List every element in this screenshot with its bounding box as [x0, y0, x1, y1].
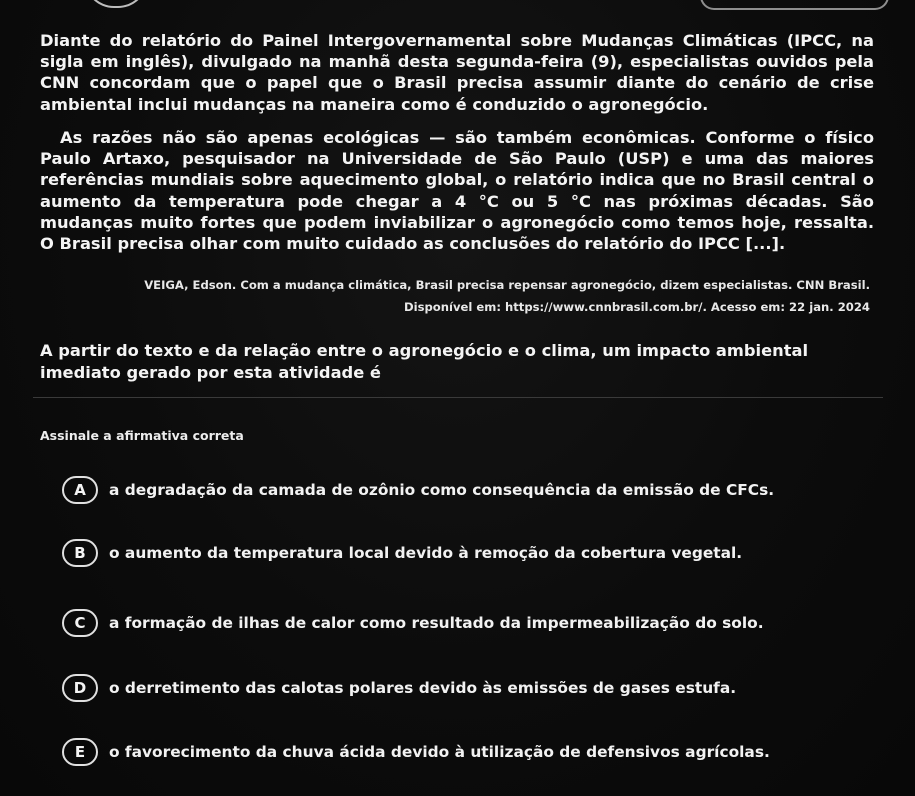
instruction-text: Assinale a afirmativa correta — [40, 428, 244, 443]
option-c-letter[interactable]: C — [62, 609, 98, 637]
option-d-text[interactable]: o derretimento das calotas polares devido às emissões de gases estufa. — [109, 679, 737, 697]
option-c[interactable] — [62, 608, 764, 638]
option-e-text[interactable]: o favorecimento da chuva ácida devido à utilização de defensivos agrícolas. — [109, 743, 770, 761]
citation-line-2: Disponível em: https://www.cnnbrasil.com.br/. Acesso em: 22 jan. 2024 — [403, 300, 870, 314]
answer-status-pill — [700, 0, 889, 10]
question-number-circle — [84, 0, 148, 8]
citation-line-1: VEIGA, Edson. Com a mudança climática, Brasil precisa repensar agronegócio, dizem especialistas. CNN Brasil. — [144, 278, 870, 292]
top-strip — [0, 0, 915, 22]
option-c-text[interactable]: a formação de ilhas de calor como resultado da impermeabilização do solo. — [109, 614, 764, 632]
option-d-letter[interactable]: D — [62, 674, 98, 702]
passage-paragraph-2: As razões não são apenas ecológicas — são também econômicas. Conforme o físico Paulo Artaxo, pesquisador na Universidade de São Paulo (USP) e uma das maiores referências mundiais sobre aquecimento global, o relatório indica que no Brasil central o aumento da temperatura pode chegar a 4 °C ou 5 °C nas próximas décadas. São mudanças muito fortes que podem inviabilizar o agronegócio como temos hoje, ressalta. O Brasil precisa olhar com muito cuidado as conclusões do relatório do IPCC [...]. — [40, 128, 874, 254]
option-a-text[interactable]: a degradação da camada de ozônio como consequência da emissão de CFCs. — [109, 481, 775, 499]
passage-paragraph-1: Diante do relatório do Painel Intergovernamental sobre Mudanças Climáticas (IPCC, na sigla em inglês), divulgado na manhã desta segunda-feira (9), especialistas ouvidos pela CNN concordam que o papel que o Brasil precisa assumir diante do cenário de crise ambiental inclui mudanças na maneira como é conduzido o agronegócio. — [40, 31, 874, 114]
option-e-letter[interactable]: E — [62, 738, 98, 766]
option-a-letter[interactable]: A — [62, 476, 98, 504]
option-b-letter[interactable]: B — [62, 539, 98, 567]
option-b[interactable] — [62, 538, 742, 568]
option-a[interactable] — [62, 475, 774, 505]
divider — [33, 397, 883, 398]
option-b-text[interactable]: o aumento da temperatura local devido à remoção da cobertura vegetal. — [109, 544, 743, 562]
option-d[interactable] — [62, 673, 736, 703]
question-prompt: A partir do texto e da relação entre o agronegócio e o clima, um impacto ambiental imediato gerado por esta atividade é — [40, 341, 809, 382]
answer-status-text — [738, 0, 813, 1]
option-e[interactable] — [62, 737, 770, 767]
